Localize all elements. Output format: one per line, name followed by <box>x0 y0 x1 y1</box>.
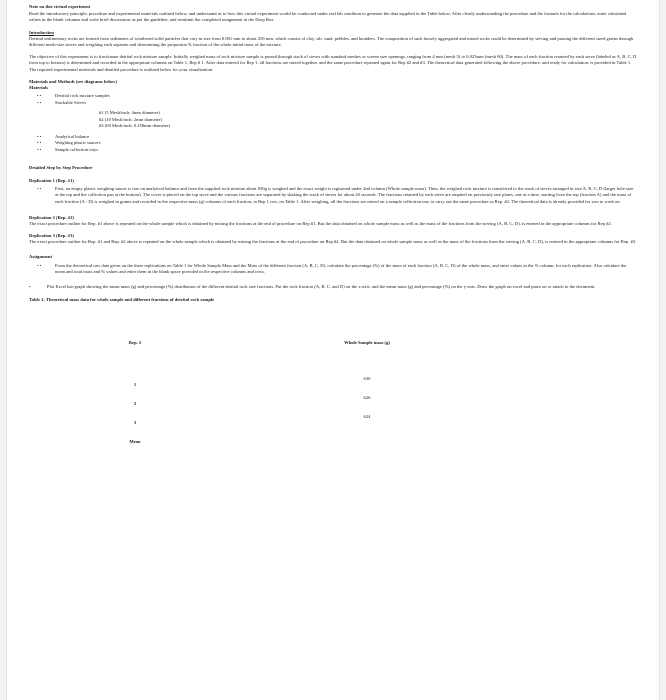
list-item: •• Stackable Sieves <box>29 100 637 107</box>
mass-data-table <box>29 311 493 451</box>
list-item: •• Detrital rock mixture samples <box>29 93 637 100</box>
col-header-whole-sample: Whole Sample mass (g) <box>344 340 390 346</box>
materials-heading: Materials and Methods (see diagrams below) <box>29 78 117 84</box>
sieve-item: #2 (10 Mesh/inch; 2mm diameter) <box>99 116 163 122</box>
rep-cell: 1 <box>133 381 137 387</box>
rep3-heading: Replication 3 (Rep. #3) <box>29 233 74 239</box>
materials-list-1 <box>29 93 637 106</box>
rep1-text: •• First, an empty plastic weighing saucer is tare on analytical balance and from the supplied rock mixture about 650g is weighed and the exact weight is registered under 2nd column (Whole sample mass). Then, the weighed rock mixture is transferred to the stack of sieves arranged in size A, B, C, D (larger hole-size at the top and the collection pan at the bottom). The cover is placed on the top sieve and the various fractions are separated by shaking the stack of sieves for about 20 seconds. The fractions retained by each sieve are emptied on previously tare plates, one at a time, starting from the top (fraction A) and the mass of each fraction (A - D) is weighed in grams and recorded in the respective mass (g) columns of each fraction, in Rep 1 row, on Table 1. After weighing, all the fractions are mixed on a sample collection tray to carry out the same procedure as Rep. #2. The theoretical data is already provided for you to work on. <box>29 186 637 206</box>
sieve-item: #3 (60 Mesh/inch; 0.250mm diameter) <box>99 123 171 129</box>
mean-value-cell[interactable] <box>241 432 493 451</box>
col-header-rep: Rep. # <box>128 340 142 346</box>
rep-cell: 3 <box>133 419 137 425</box>
mass-cell: 624 <box>363 413 371 419</box>
table-header-row <box>29 311 493 375</box>
rep1-heading: Replication 1 (Rep. #1) <box>29 177 74 183</box>
mean-label-cell: Mean <box>129 438 141 444</box>
list-item: •• Analytical balance <box>29 134 637 141</box>
assignment-heading: Assignment <box>29 254 52 260</box>
assignment-list-2 <box>21 284 637 291</box>
mass-cell: 626 <box>363 394 371 400</box>
table-row-mean <box>29 432 493 451</box>
list-item: •• Sample collection trays <box>29 147 637 154</box>
intro-note: Read the introductory principle, procedure and experimental materials outlined below, and understand as to how this virtual experiment would be conducted under real lab condition to generate the data supplied in the Table below. After clearly understanding the procedure and the formula for the calculations, enter calculated values in the blank columns and write brief discussions as per the guideline, and resubmit the completed assignment in the Drop Box. <box>29 11 627 23</box>
table-row <box>29 413 493 432</box>
introduction-heading: Introduction <box>29 29 54 35</box>
rep2-heading: Replication 2 (Rep. #2) <box>29 214 74 220</box>
materials-subheading: Materials <box>29 85 48 91</box>
list-item: •• Weighing plastic saucers <box>29 140 637 147</box>
doc-title: Note on this virtual experiment <box>29 4 91 9</box>
procedure-heading: Detailed Step by Step Procedure <box>29 165 93 171</box>
rep-cell: 2 <box>133 400 137 406</box>
table-row <box>29 375 493 394</box>
rep2-text: The exact procedure outline for Rep. #1 above is repeated on the whole sample which is obtained by mixing the fractions at the end of procedure on Rep #1. But the data obtained on whole sample mass as well as the mass of the fractions from the sieving (A, B, C, D), is entered in the appropriate columns for Rep #2. <box>29 220 612 226</box>
sieve-item: #1 (5 Mesh/inch; 4mm diameter) <box>99 110 160 116</box>
introduction-para-2: The objective of this experiment is to fractionate detrital rock mixture sample. Initially weighed mass of rock mixture sample is passed through stack of sieves with standard meshes or screen size openings, ranging from 4 mm (mesh 5) to 0.025mm (mesh 60). The mass of each fraction retained by each sieve (labeled as A, B, C, D from top to bottom) is determined and recorded in the appropriate columns on Table 1, Rep # 1. After data entered for Rep 1, all fractions are mixed together, and the same procedure repeated again for Rep #2 and #3. The theoretical data generated following the above procedure, and ready for calculation, is provided in Table 1. The required experimental materials and detailed procedure is outlined below for your visualization. <box>29 54 637 72</box>
rep1-list <box>29 186 637 206</box>
table-caption: Table 1: Theoretical mass data for whole sample and different fractions of detrital rock sample <box>29 297 215 303</box>
materials-list-2 <box>29 134 637 154</box>
sieve-list <box>99 110 637 129</box>
mass-cell: 630 <box>363 375 371 381</box>
rep3-text: The exact procedure outline for Rep. #1 and Rep. #2 above is repeated on the whole sample which is obtained by mixing the fractions at the end of procedure on Rep #2. But the data obtained on whole sample mass as well as the mass of the fractions from the sieving (A, B, C, D), is entered in the appropriate columns for Rep. #3. <box>29 239 637 245</box>
document-page <box>6 0 660 700</box>
assignment-item-1: •• From the theoretical raw data given on the three replications on Table 1 for Whole Sample Mass and the Mass of the different fraction (A, B, C, D), calculate the percentage (%) of the mass of each fraction (A, B, C, D) of the whole mass, and enter values in the % column, for each replication. Also calculate the mean and total mass and % values and enter them in the blank space provided in the respective columns and rows. <box>29 263 637 276</box>
assignment-list <box>29 263 637 276</box>
introduction-para-1: Detrital sedimentary rocks are formed from sediments of weathered solid particles that vary in size from 0.001 mm to about 256 mm, which consist of clay, silt, sand, pebbles, and boulders. The composition of such loosely aggregated and mixed rocks could be determined by sieving and passing the different sized grains through different mesh-size sieves and weighing each separate and determining the proportion % fraction of the whole initial mass of the mixture. <box>29 35 634 48</box>
assignment-item-2: • Plot Excel bar-graph showing the mean mass (g) and percentage (%) distribution of the different detrital rock size fractions. Put the rock fraction (A, B, C, and D) on the x-axis, and the mean mass (g) and percentage (%) on the y-axis. Draw the graph on excel and paste on or attach to the document. <box>21 284 637 291</box>
table-row <box>29 394 493 413</box>
